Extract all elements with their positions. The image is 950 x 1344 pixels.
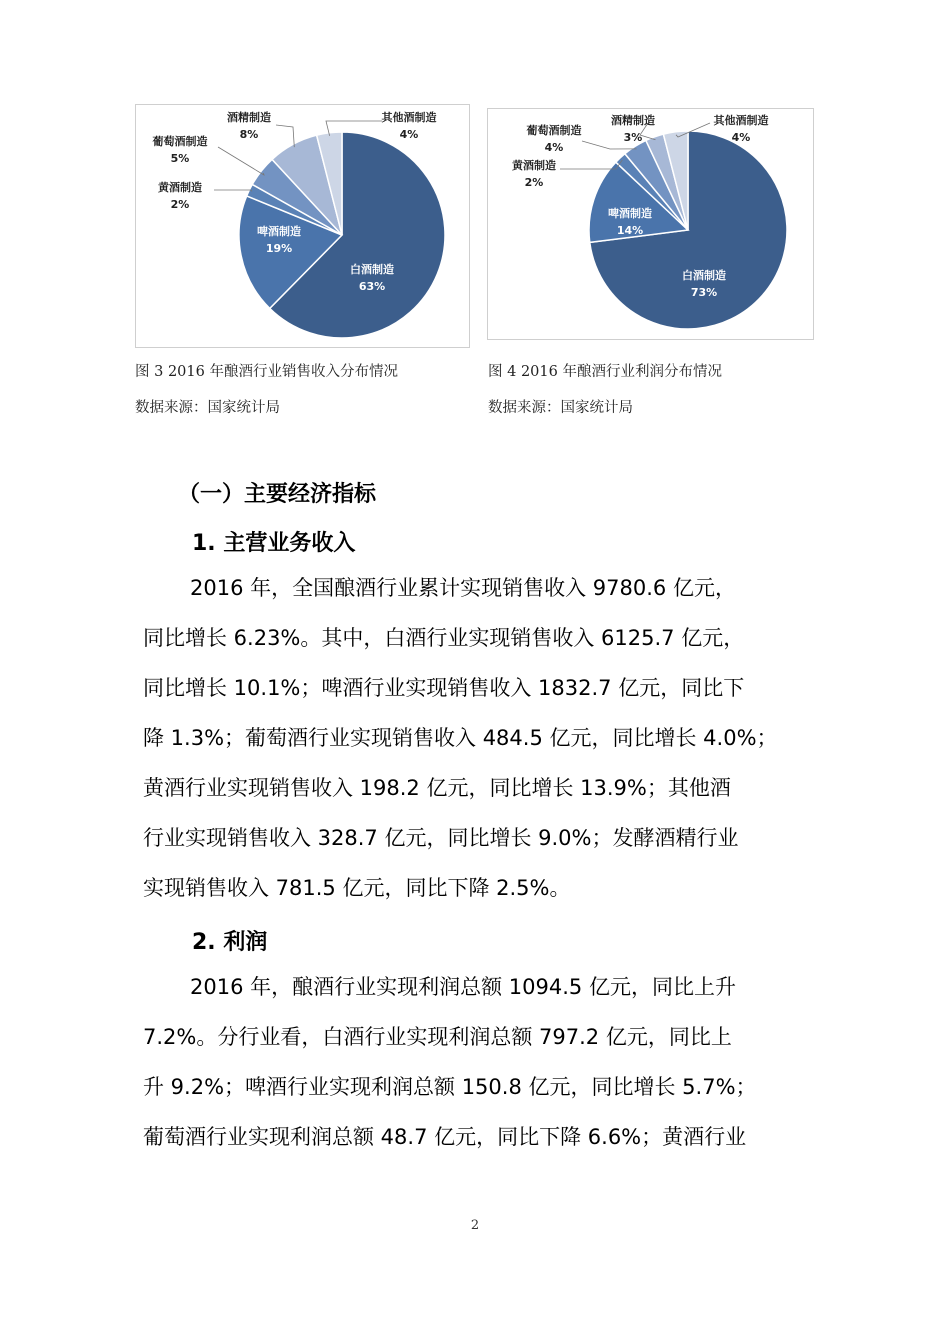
leader-line-2 [214,190,252,191]
slice-category-label: 啤酒制造 [608,207,652,220]
slice-category-label: 白酒制造 [682,269,726,282]
figure-4-source: 数据来源：国家统计局 [488,400,633,416]
profit-paragraph [143,962,823,1162]
slice-value-label: 63% [358,280,386,293]
slice-value-label: 4% [731,131,751,144]
subsection-heading-revenue: 1. 主营业务收入 [192,531,356,556]
slice-category-label: 酒精制造 [227,111,271,124]
leader-line-3 [218,147,264,175]
paragraph-line: 同比增长 10.1%；啤酒行业实现销售收入 1832.7 亿元，同比下 [143,676,745,700]
paragraph-line: 葡萄酒行业实现利润总额 48.7 亿元，同比下降 6.6%；黄酒行业 [143,1125,747,1149]
slice-category-label: 黄酒制造 [512,159,556,172]
leader-line-4 [276,125,294,147]
slice-value-label: 2% [170,198,190,211]
slice-category-label: 黄酒制造 [158,181,202,194]
slice-value-label: 2% [524,176,544,189]
paragraph-line: 升 9.2%；啤酒行业实现利润总额 150.8 亿元，同比增长 5.7%； [143,1075,757,1099]
paragraph-line: 黄酒行业实现销售收入 198.2 亿元，同比增长 13.9%；其他酒 [143,776,731,800]
figure-4-caption: 图 4 2016 年酿酒行业利润分布情况 [488,364,722,380]
figure-3-pie [136,105,469,347]
slice-value-label: 4% [399,128,419,141]
paragraph-line: 同比增长 6.23%。其中，白酒行业实现销售收入 6125.7 亿元， [143,626,745,650]
slice-category-label: 葡萄酒制造 [152,135,208,148]
slice-category-label: 白酒制造 [350,263,394,276]
slice-value-label: 14% [616,224,644,237]
paragraph-line: 2016 年，酿酒行业实现利润总额 1094.5 亿元，同比上升 [190,975,736,999]
paragraph-line: 行业实现销售收入 328.7 亿元，同比增长 9.0%；发酵酒精行业 [143,826,739,850]
slice-category-label: 葡萄酒制造 [526,124,582,137]
slice-category-label: 酒精制造 [611,114,655,127]
slice-value-label: 19% [265,242,293,255]
figure-4-pie [488,109,813,339]
slice-category-label: 其他酒制造 [381,111,437,124]
figure-3-chart [135,104,470,348]
figure-3-source: 数据来源：国家统计局 [135,400,280,416]
revenue-paragraph [143,563,823,913]
slice-value-label: 4% [544,141,564,154]
slice-value-label: 3% [623,131,643,144]
paragraph-line: 7.2%。分行业看，白酒行业实现利润总额 797.2 亿元，同比上 [143,1025,732,1049]
paragraph-line: 2016 年，全国酿酒行业累计实现销售收入 9780.6 亿元， [190,576,736,600]
slice-value-label: 73% [690,286,718,299]
slice-value-label: 8% [239,128,259,141]
subsection-heading-profit: 2. 利润 [192,930,268,955]
slice-category-label: 啤酒制造 [257,225,301,238]
figure-4-chart [487,108,814,340]
slice-value-label: 5% [170,152,190,165]
page-number: 2 [470,1218,480,1233]
paragraph-line: 降 1.3%；葡萄酒行业实现销售收入 484.5 亿元，同比增长 4.0%； [143,726,778,750]
paragraph-line: 实现销售收入 781.5 亿元，同比下降 2.5%。 [143,876,571,900]
figure-3-caption: 图 3 2016 年酿酒行业销售收入分布情况 [135,364,398,380]
section-heading: （一）主要经济指标 [178,482,377,507]
slice-category-label: 其他酒制造 [713,114,769,127]
